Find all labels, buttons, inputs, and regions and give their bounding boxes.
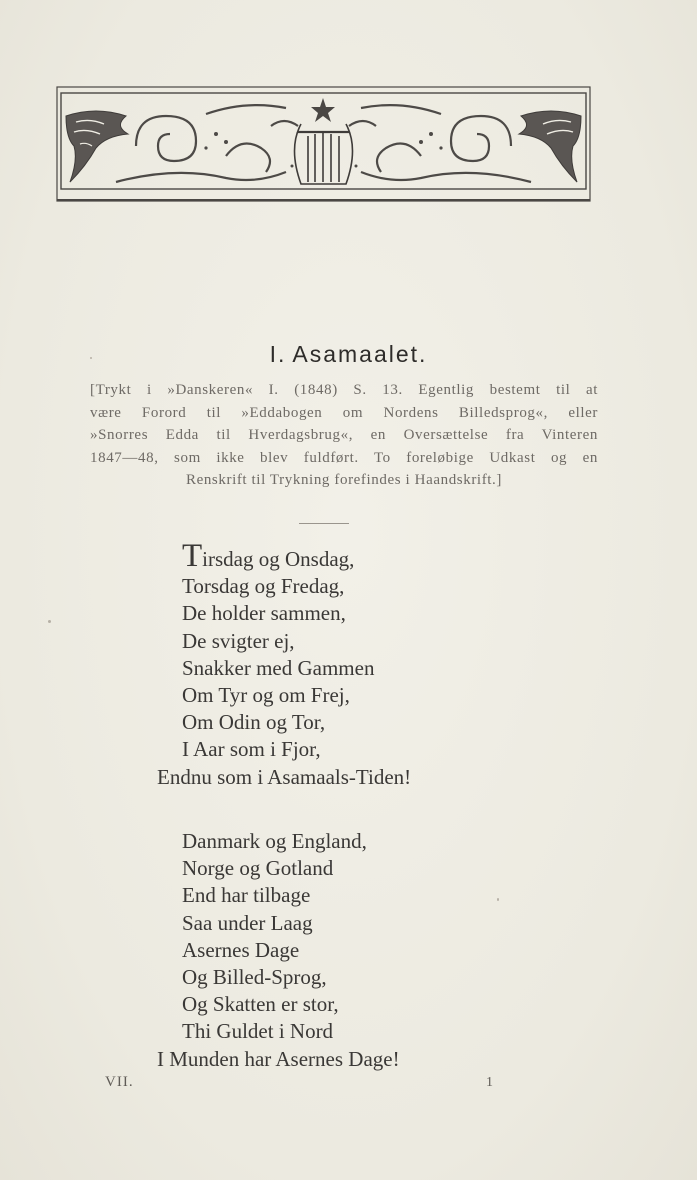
verse-line: Saa under Laag (182, 910, 313, 935)
verse-line: Endnu som i Asamaals-Tiden! (157, 764, 412, 789)
note-line: være Forord til »Eddabogen om Nordens Billedsprog«, eller (90, 404, 598, 421)
chapter-number: I. (269, 341, 287, 367)
verse-line: Danmark og England, (182, 829, 367, 853)
stanza-2 (157, 828, 400, 1073)
note-line: »Snorres Edda til Hverdagsbrug«, en Oversættelse fra Vinteren (90, 427, 598, 443)
verse-line: Og Skatten er stor, (182, 992, 339, 1017)
verse-line: End har tilbage (182, 883, 311, 908)
editorial-note (90, 379, 598, 492)
verse-line: De holder sammen, (182, 601, 346, 626)
verse-line: De svigter ej, (182, 628, 295, 653)
verse-line: Torsdag og Fredag, (182, 574, 345, 599)
signature-mark: VII. (105, 1074, 134, 1090)
paper-speck (90, 357, 92, 359)
verse-line: Om Tyr og om Frej, (182, 683, 350, 708)
verse-line: Om Odin og Tor, (182, 710, 326, 735)
verse-line: I Munden har Asernes Dage! (157, 1046, 400, 1071)
verse-line (157, 538, 411, 574)
verse-line-text: irsdag og Onsdag, (202, 547, 355, 571)
star-icon (311, 98, 335, 122)
stanza-1 (157, 538, 412, 791)
headpiece-ornament (56, 86, 591, 202)
paper-speck (48, 620, 51, 623)
verse-line: I Aar som i Fjor, (182, 737, 321, 762)
section-divider (299, 523, 349, 524)
chapter-title: Asamaalet. (292, 341, 428, 367)
verse-line: Asernes Dage (182, 937, 300, 962)
note-line: [Trykt i »Danskeren« I. (1848) S. 13. Egentlig bestemt til at (90, 382, 598, 398)
verse-line: Thi Guldet i Nord (182, 1019, 334, 1044)
drop-cap: T (182, 538, 203, 574)
verse-line: Snakker med Gammen (182, 655, 375, 680)
note-line: Renskrift til Trykning forefindes i Haandskrift.] (185, 472, 503, 488)
note-line: 1847—48, som ikke blev fuldført. To foreløbige Udkast og en (90, 449, 598, 466)
chapter-heading (0, 341, 697, 368)
verse-line: Og Billed-Sprog, (182, 965, 327, 990)
sheet-number: 1 (486, 1075, 493, 1090)
verse-line: Norge og Gotland (182, 856, 334, 881)
paper-speck (497, 898, 499, 901)
